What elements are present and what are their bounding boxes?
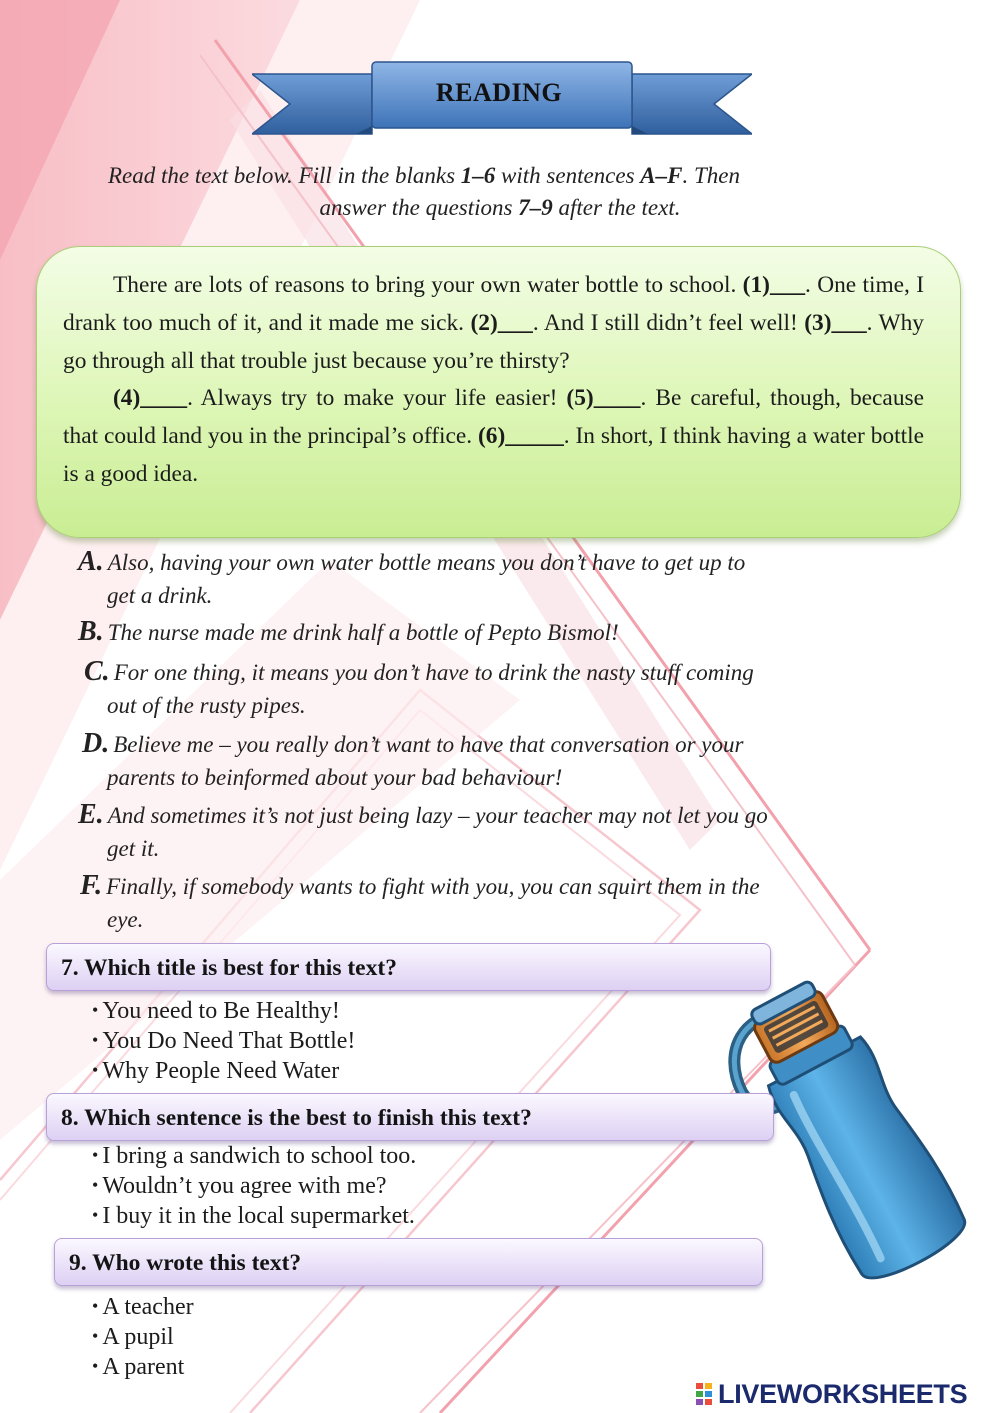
q7-choice-1[interactable]: • You need to Be Healthy! bbox=[92, 998, 340, 1024]
question-7-choices bbox=[92, 996, 355, 1086]
question-8-choices bbox=[92, 1141, 416, 1231]
question-8: 8. Which sentence is the best to finish this text? bbox=[46, 1093, 774, 1141]
option-e: E. And sometimes it’s not just being lazy – your teacher may not let you go get it. bbox=[78, 799, 768, 861]
instructions: Read the text below. Fill in the blanks 1–6 with sentences A–F. Then answer the questions 7–9 after the text. bbox=[108, 163, 740, 220]
q7-choice-2[interactable]: • You Do Need That Bottle! bbox=[92, 1028, 356, 1054]
blank-2[interactable]: (2)___ bbox=[470, 309, 533, 336]
bullet-icon: • bbox=[92, 1030, 99, 1050]
bullet-icon: • bbox=[92, 1296, 99, 1316]
q7-choice-3[interactable]: • Why People Need Water bbox=[92, 1058, 340, 1084]
blank-6[interactable]: (6)_____ bbox=[478, 423, 564, 450]
option-a: A. Also, having your own water bottle means you don’t have to get up to get a drink. bbox=[78, 546, 746, 608]
bullet-icon: • bbox=[92, 1205, 99, 1225]
bullet-icon: • bbox=[92, 1175, 99, 1195]
blank-4[interactable]: (4)____ bbox=[113, 385, 188, 412]
bullet-icon: • bbox=[92, 1145, 99, 1165]
blank-5[interactable]: (5)____ bbox=[566, 385, 641, 412]
blank-1[interactable]: (1)___ bbox=[742, 272, 806, 298]
q9-choice-1[interactable]: • A teacher bbox=[92, 1294, 194, 1320]
bullet-icon: • bbox=[92, 1060, 99, 1080]
q9-choice-3[interactable]: • A parent bbox=[92, 1354, 185, 1380]
q8-choice-2[interactable]: • Wouldn’t you agree with me? bbox=[92, 1173, 387, 1199]
question-9: 9. Who wrote this text? bbox=[54, 1238, 763, 1286]
reading-passage bbox=[36, 246, 961, 538]
q8-choice-1[interactable]: • I bring a sandwich to school too. bbox=[92, 1143, 417, 1169]
question-9-choices bbox=[92, 1292, 194, 1382]
passage-paragraph-1: There are lots of reasons to bring your own water bottle to school. (1)___. One time, I drank too much of it, and it made me sick. (2)___. And I still didn’t feel well! (3)___. Why go through all that trouble just because you’re thirsty? bbox=[63, 272, 924, 374]
page-title: READING bbox=[435, 78, 563, 107]
question-7: 7. Which title is best for this text? bbox=[46, 943, 771, 991]
bullet-icon: • bbox=[92, 1356, 99, 1376]
blank-3[interactable]: (3)___ bbox=[804, 309, 867, 336]
option-b: B. The nurse made me drink half a bottle of Pepto Bismol! bbox=[78, 616, 619, 647]
logo-mark-icon bbox=[696, 1383, 712, 1405]
bullet-icon: • bbox=[92, 1000, 99, 1020]
option-d: D. Believe me – you really don’t want to have that conversation or your parents to beinformed about your bad behaviour! bbox=[82, 728, 744, 790]
q8-choice-3[interactable]: • I buy it in the local supermarket. bbox=[92, 1203, 415, 1229]
option-f: F. Finally, if somebody wants to fight with you, you can squirt them in the eye. bbox=[80, 870, 760, 932]
passage-paragraph-2: (4)____. Always try to make your life easier! (5)____. Be careful, though, because that could land you in the principal’s office. (6)_____. In short, I think having a water bottle is a good idea. bbox=[63, 385, 924, 487]
q9-choice-2[interactable]: • A pupil bbox=[92, 1324, 174, 1350]
liveworksheets-logo: LIVEWORKSHEETS bbox=[696, 1379, 967, 1409]
bullet-icon: • bbox=[92, 1326, 99, 1346]
option-c: C. For one thing, it means you don’t have to drink the nasty stuff coming out of the rusty pipes. bbox=[84, 656, 754, 718]
